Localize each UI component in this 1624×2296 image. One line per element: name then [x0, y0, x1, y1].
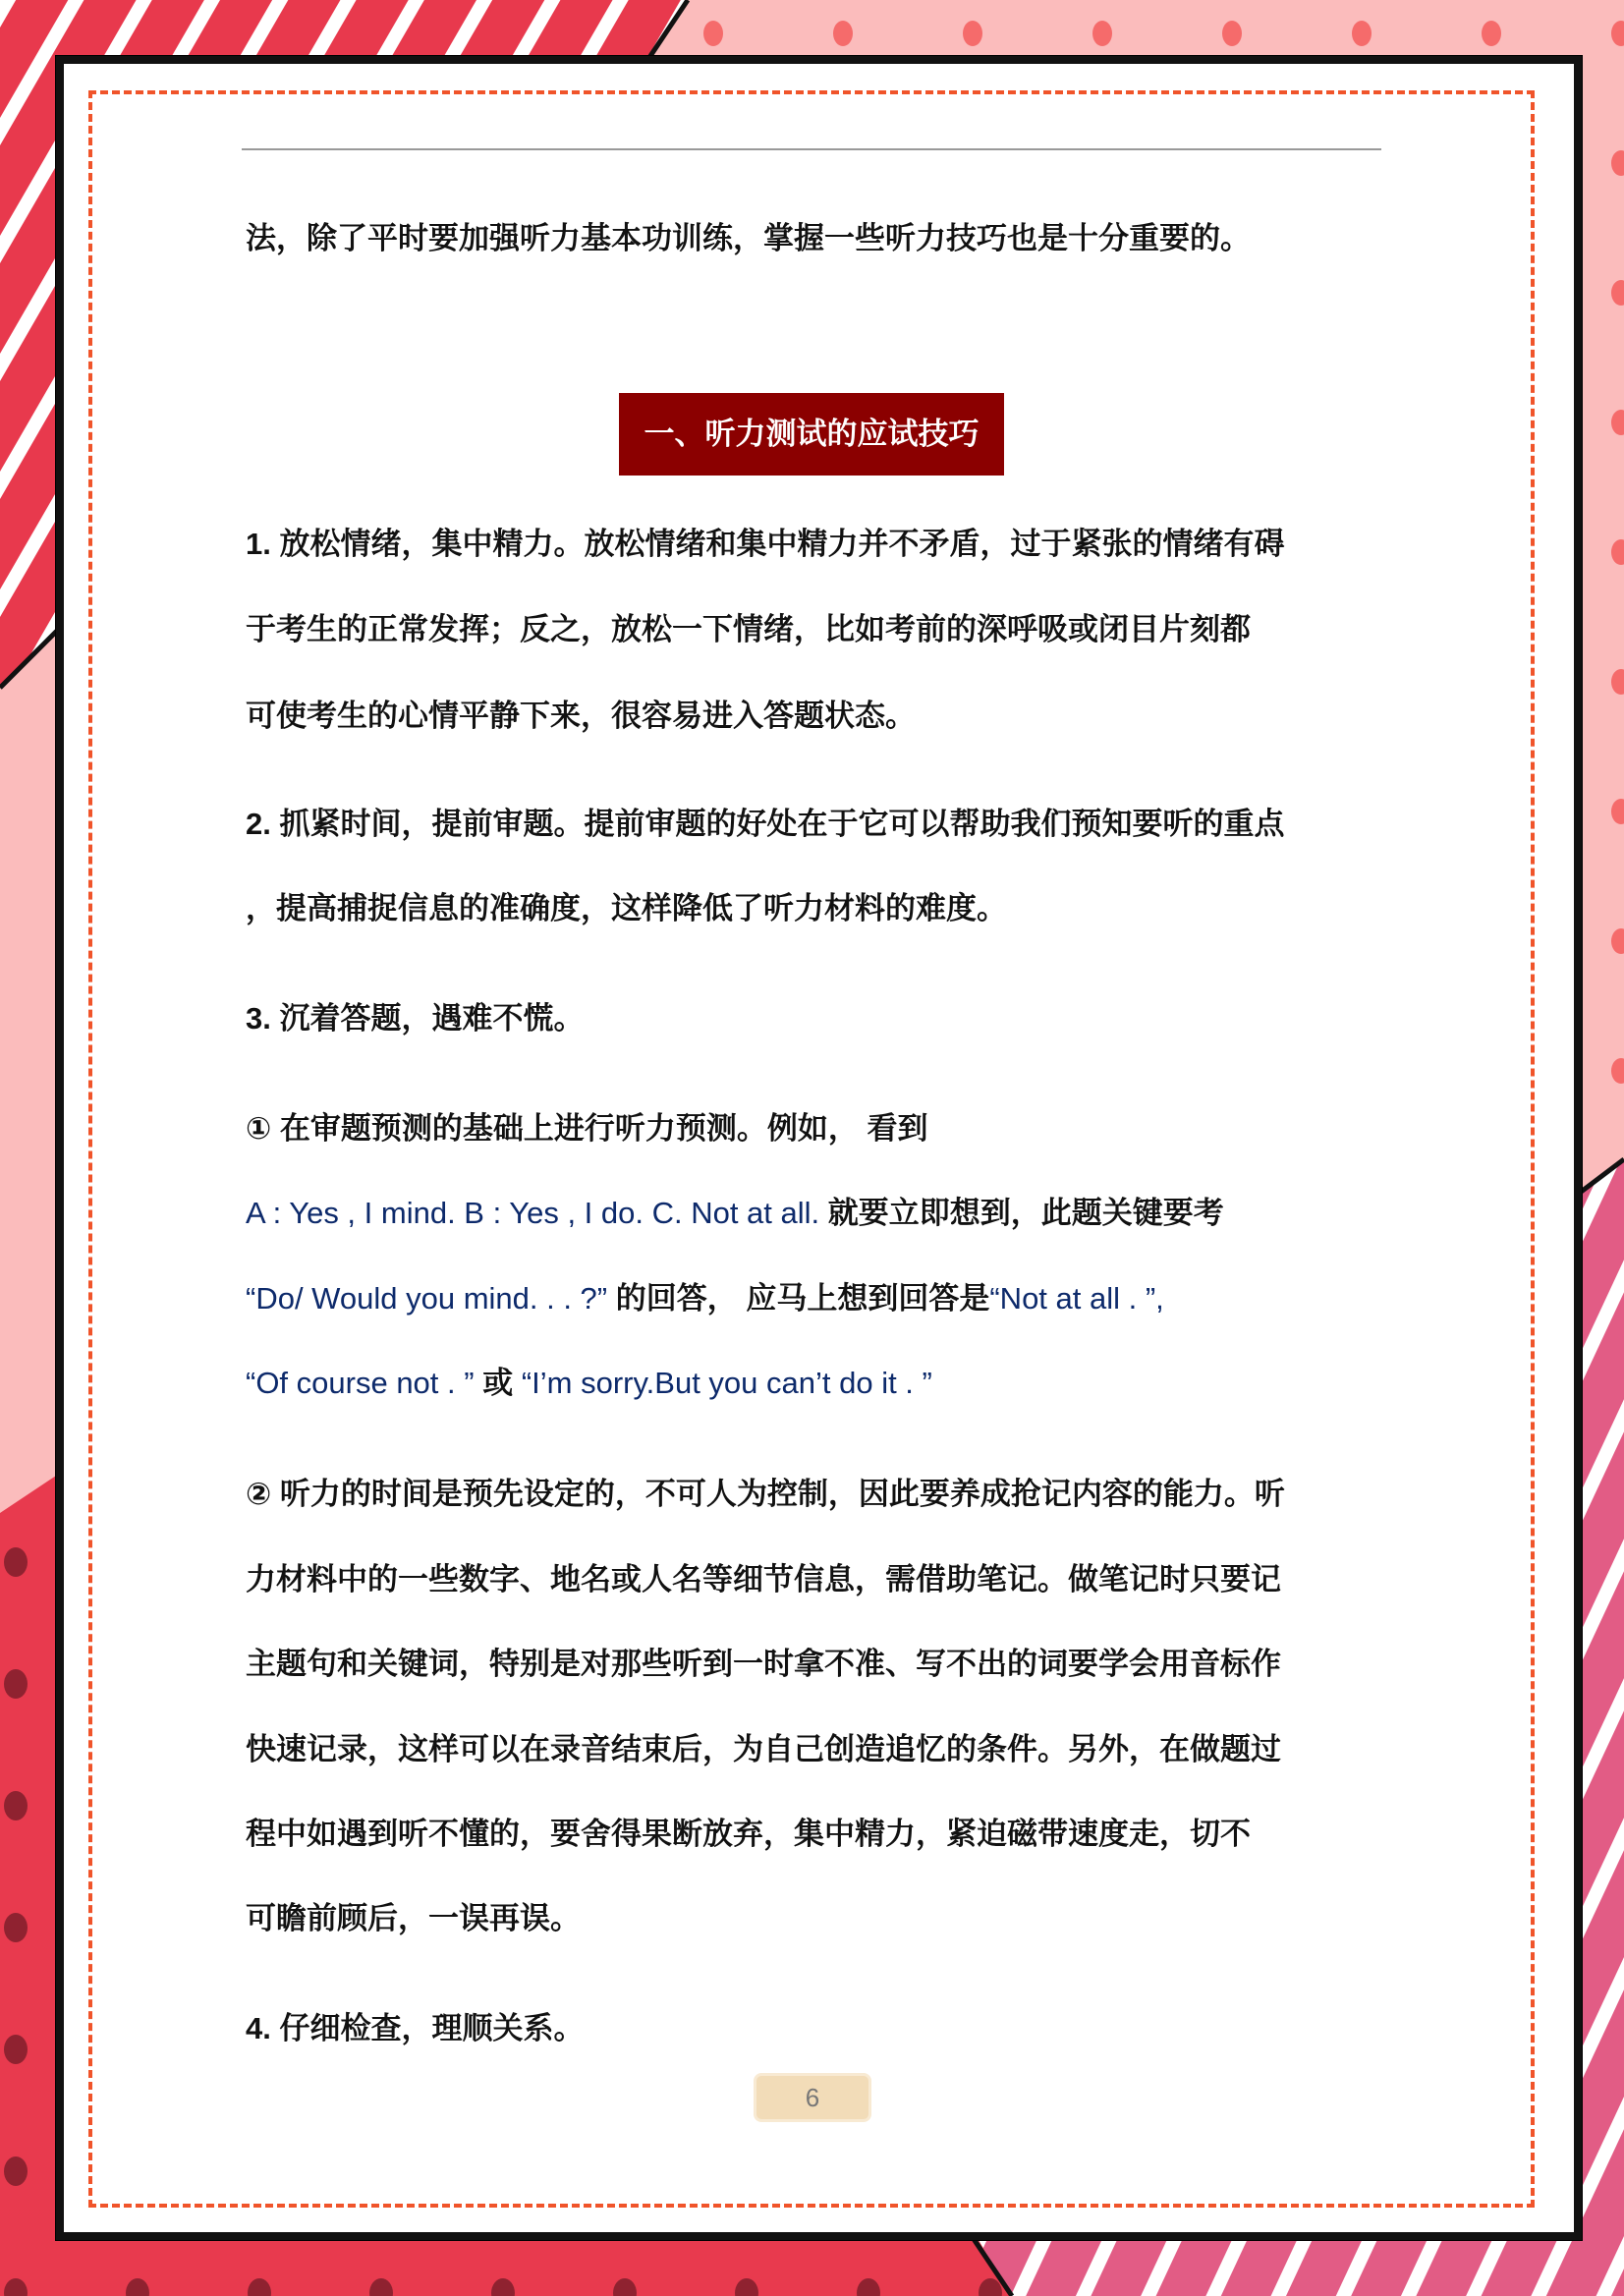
paragraph-line: 程中如遇到听不懂的，要舍得果断放弃，集中精力，紧迫磁带速度走，切不 — [246, 1817, 1251, 1851]
example-line-2 — [246, 1277, 1164, 1320]
paragraph-line: 可使考生的心情平静下来，很容易进入答题状态。 — [246, 699, 916, 733]
section-heading: 一、听力测试的应试技巧 — [619, 393, 1004, 476]
paragraph-line: 4. 仔细检查，理顺关系。 — [246, 2011, 585, 2045]
paragraph-line: 主题句和关键词，特别是对那些听到一时拿不准、写不出的词要学会用音标作 — [246, 1647, 1281, 1681]
paragraph-line: ，提高捕捉信息的准确度，这样降低了听力材料的难度。 — [246, 891, 1007, 925]
chinese-text: 或 — [474, 1366, 522, 1400]
paragraph-line: 于考生的正常发挥；反之，放松一下情绪，比如考前的深呼吸或闭目片刻都 — [246, 612, 1251, 646]
paragraph-line: 可瞻前顾后，一误再误。 — [246, 1901, 581, 1935]
chinese-text: 的回答， 应马上想到回答是 — [607, 1281, 990, 1316]
paragraph-line: 力材料中的一些数字、地名或人名等细节信息，需借助笔记。做笔记时只要记 — [246, 1562, 1281, 1596]
intro-paragraph-line: 法，除了平时要加强听力基本功训练，掌握一些听力技巧也是十分重要的。 — [246, 221, 1251, 255]
english-answer: “Not at all . ”, — [989, 1281, 1164, 1316]
paragraph-line: 1. 放松情绪，集中精力。放松情绪和集中精力并不矛盾，过于紧张的情绪有碍 — [246, 527, 1285, 561]
english-answer: “I’m sorry.But you can’t do it . ” — [521, 1366, 932, 1400]
paragraph-line: 快速记录，这样可以在录音结束后，为自己创造追忆的条件。另外，在做题过 — [246, 1732, 1281, 1766]
example-line-1 — [246, 1192, 1224, 1235]
paragraph-line: ② 听力的时间是预先设定的，不可人为控制，因此要养成抢记内容的能力。听 — [246, 1477, 1285, 1511]
english-question: “Do/ Would you mind. . . ?” — [246, 1281, 608, 1316]
example-line-3 — [246, 1362, 932, 1405]
paragraph-line: ① 在审题预测的基础上进行听力预测。例如， 看到 — [246, 1111, 928, 1146]
paragraph-line: 3. 沉着答题，遇难不慌。 — [246, 1001, 585, 1036]
chinese-text: 就要立即想到，此题关键要考 — [819, 1196, 1224, 1230]
paragraph-line: 2. 抓紧时间，提前审题。提前审题的好处在于它可以帮助我们预知要听的重点 — [246, 807, 1285, 841]
header-divider — [242, 148, 1381, 150]
english-answer: “Of course not . ” — [246, 1366, 475, 1400]
english-options: A : Yes , I mind. B : Yes , I do. C. Not at all. — [246, 1196, 820, 1230]
page-number: 6 — [754, 2073, 871, 2122]
